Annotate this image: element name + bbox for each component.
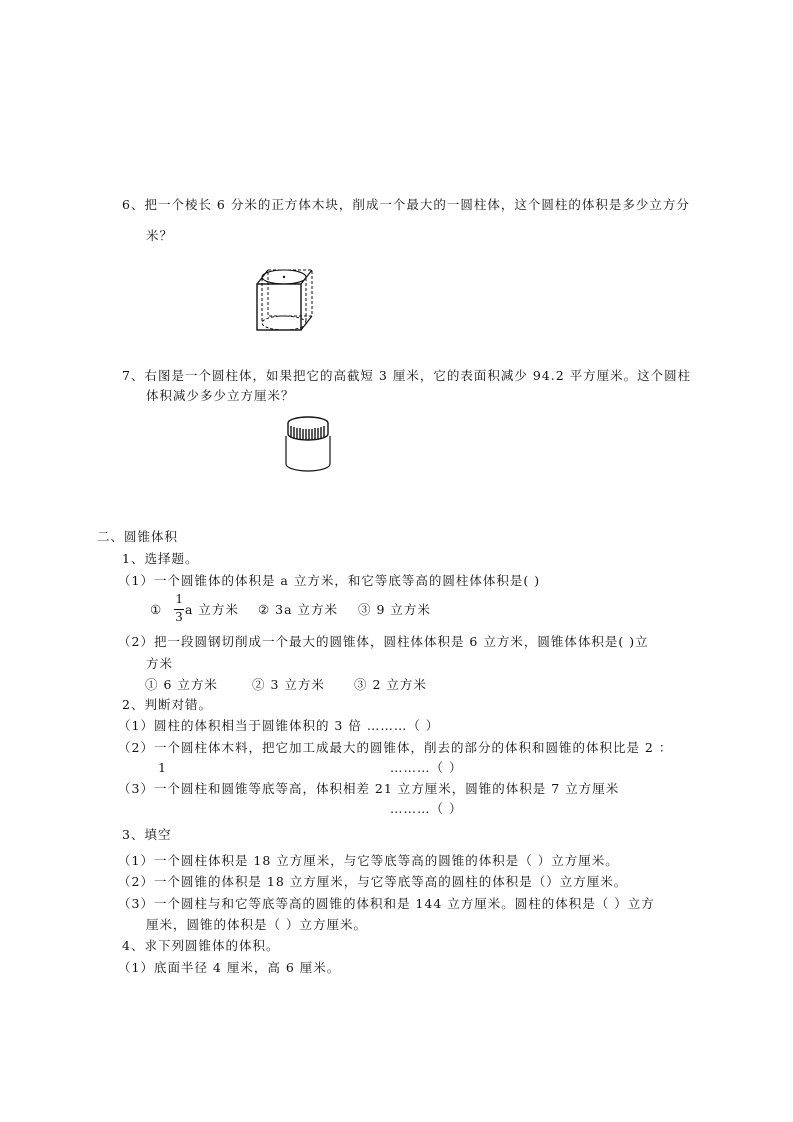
fill-q3-line2: 厘米，圆锥的体积是（ ）立方厘米。 — [146, 917, 367, 932]
judge-q2-mark: ………（ ） — [390, 760, 463, 775]
fill-q2: （2）一个圆锥的体积是 18 立方厘米，与它等底等高的圆柱的体积是（）立方厘米。 — [118, 874, 628, 889]
judge-q2-number: 1 — [158, 760, 167, 775]
choice-q2-opt3: ③ 2 立方米 — [354, 677, 427, 692]
judge-q3-mark: ………（ ） — [390, 801, 463, 816]
judge-q2-line1: （2）一个圆柱体木料，把它加工成最大的圆锥体，削去的部分的体积和圆锥的体积比是 2 ： — [118, 740, 673, 755]
section-title: 二、圆锥体积 — [97, 529, 179, 544]
subsection-1-title: 1、选择题。 — [122, 551, 199, 566]
q7-line1: 7、右图是一个圆柱体，如果把它的高截短 3 厘米，它的表面积减少 94.2 平方厘米。这个圆柱 — [122, 368, 692, 383]
judge-q3-line1: （3）一个圆柱和圆锥等底等高，体积相差 21 立方厘米，圆锥的体积是 7 立方厘米 — [118, 781, 620, 796]
judge-q1: （1）圆柱的体积相当于圆锥体积的 3 倍 ………（ ） — [118, 718, 440, 733]
volume-q1: （1）底面半径 4 厘米，高 6 厘米。 — [118, 960, 341, 975]
subsection-2-title: 2、判断对错。 — [122, 697, 212, 712]
q7-line2: 体积减少多少立方厘米？ — [146, 388, 295, 403]
q6-line1: 6、把一个棱长 6 分米的正方体木块，削成一个最大的一圆柱体，这个圆柱的体积是多少立方分 — [122, 197, 690, 212]
fraction-numerator: 1 — [175, 592, 183, 607]
choice-q1: （1）一个圆锥体的体积是 a 立方米，和它等底等高的圆柱体体积是( ) — [118, 573, 541, 588]
choice-q2-line1: （2）把一段圆钢切削成一个最大的圆锥体，圆柱体体积是 6 立方米，圆锥体体积是( )立 — [118, 634, 649, 649]
choice-q1-opt3: ③ 9 立方米 — [358, 602, 431, 617]
subsection-4-title: 4、求下列圆锥体的体积。 — [122, 938, 280, 953]
choice-q2-opt2: ② 3 立方米 — [252, 677, 325, 692]
fill-q3-line1: （3）一个圆柱与和它等底等高的圆锥的体积和是 144 立方厘米。圆柱的体积是（ ）立方 — [118, 896, 655, 911]
subsection-3-title: 3、填空 — [122, 827, 172, 842]
choice-q2-line2: 方米 — [146, 656, 174, 671]
cube-cylinder-figure — [252, 264, 318, 334]
choice-q1-opt2: ② 3a 立方米 — [258, 602, 339, 617]
fill-q1: （1）一个圆柱体积是 18 立方厘米，与它等底等高的圆锥的体积是（ ）立方厘米。 — [118, 853, 619, 868]
choice-q1-opt1-prefix: ① — [150, 602, 163, 617]
choice-q2-opt1: ① 6 立方米 — [145, 677, 218, 692]
fraction-denominator: 3 — [175, 610, 183, 625]
choice-q1-opt1-suffix: a 立方米 — [185, 602, 239, 617]
q6-line2: 米？ — [146, 228, 174, 243]
cylinder-figure — [282, 414, 334, 474]
